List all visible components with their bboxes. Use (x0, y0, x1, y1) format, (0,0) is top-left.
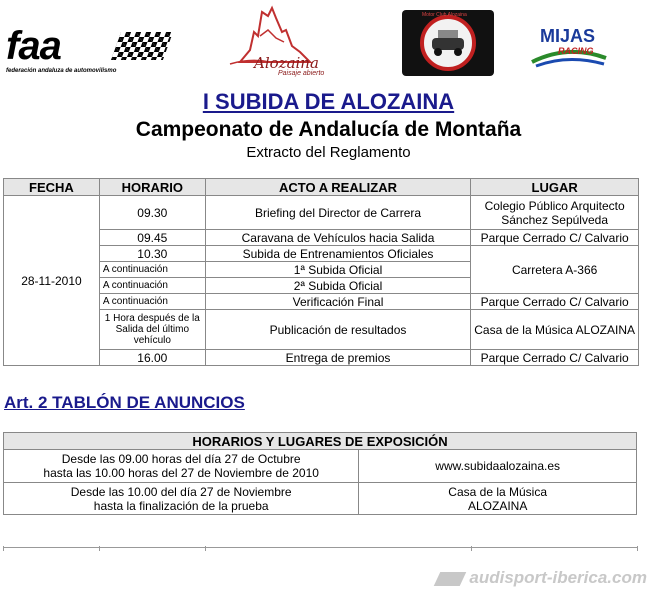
col-lugar: LUGAR (471, 179, 639, 196)
club-name: Motor Club Alozaina (422, 12, 467, 18)
time-cell: 1 Hora después de la Salida del último vehículo (99, 310, 205, 350)
place-cell: Parque Cerrado C/ Calvario (471, 294, 639, 310)
alozaina-tagline: Paisaje abierto (278, 70, 325, 77)
table-row (4, 450, 637, 483)
location-line: www.subidaalozaina.es (435, 459, 561, 473)
place-cell: Parque Cerrado C/ Calvario (471, 230, 639, 246)
col-fecha: FECHA (4, 179, 100, 196)
act-cell: 2ª Subida Oficial (205, 278, 471, 294)
period-cell (4, 483, 359, 515)
time-cell: 10.30 (99, 246, 205, 262)
faa-wordmark: faa (6, 24, 61, 68)
act-cell: Entrega de premios (205, 350, 471, 366)
table-row (4, 196, 639, 230)
table-row (4, 350, 639, 366)
location-line: Casa de la Música (448, 484, 548, 499)
article2-heading: Art. 2 TABLÓN DE ANUNCIOS (4, 393, 245, 412)
alozaina-logo (220, 2, 340, 82)
faa-logo (6, 26, 171, 76)
act-cell: Caravana de Vehículos hacia Salida (205, 230, 471, 246)
location-cell (359, 483, 637, 515)
time-cell: A continuación (99, 262, 205, 278)
logo-bar (0, 0, 657, 88)
act-cell: Subida de Entrenamientos Oficiales (205, 246, 471, 262)
title-block (0, 88, 657, 163)
col-horario: HORARIO (99, 179, 205, 196)
checkered-flag-icon (111, 32, 173, 60)
page-subtitle: Campeonato de Andalucía de Montaña (135, 118, 522, 141)
schedule-header-row (4, 179, 639, 196)
time-cell: A continuación (99, 294, 205, 310)
watermark (437, 568, 647, 588)
mijas-sub: RACING (558, 46, 594, 56)
mijas-racing-logo (528, 24, 608, 68)
time-cell: 09.45 (99, 230, 205, 246)
table-row (4, 230, 639, 246)
act-cell: Verificación Final (205, 294, 471, 310)
place-cell: Carretera A-366 (471, 246, 639, 294)
period-cell (4, 450, 359, 483)
alozaina-name: Alozaina (254, 54, 319, 72)
page-caption: Extracto del Reglamento (246, 144, 411, 161)
tick (99, 546, 100, 551)
motor-club-logo (402, 10, 494, 76)
act-cell: Briefing del Director de Carrera (205, 196, 471, 230)
time-cell: 16.00 (99, 350, 205, 366)
period-line: Desde las 10.00 del día 27 de Noviembre (70, 484, 292, 499)
period-line: Desde las 09.00 horas del día 27 de Octubre (61, 452, 301, 466)
faa-subtitle: federación andaluza de automovilismo (6, 68, 117, 74)
mijas-name: MIJAS (540, 26, 596, 46)
place-cell: Colegio Público Arquitecto Sánchez Sepúlveda (471, 196, 639, 230)
place-cell: Casa de la Música ALOZAINA (471, 310, 639, 350)
table-row (4, 310, 639, 350)
place-cell: Parque Cerrado C/ Calvario (471, 350, 639, 366)
tick (205, 546, 206, 551)
watermark-logo-icon (434, 572, 467, 586)
page-title: I SUBIDA DE ALOZAINA (202, 89, 455, 114)
period-line: hasta las 10.00 horas del 27 de Noviembre de 2010 (43, 466, 319, 480)
notice-header-row (4, 433, 637, 450)
tick (637, 546, 638, 551)
time-cell: 09.30 (99, 196, 205, 230)
club-emblem-icon (402, 10, 494, 76)
table-row (4, 294, 639, 310)
watermark-text: audisport-iberica.com (469, 568, 647, 587)
date-cell: 28-11-2010 (4, 196, 100, 366)
act-cell: Publicación de resultados (205, 310, 471, 350)
table-row (4, 246, 639, 262)
location-cell (359, 450, 637, 483)
notice-board-table (3, 432, 637, 515)
notice-table-header: HORARIOS Y LUGARES DE EXPOSICIÓN (4, 433, 637, 450)
act-cell: 1ª Subida Oficial (205, 262, 471, 278)
time-cell: A continuación (99, 278, 205, 294)
location-line: ALOZAINA (467, 498, 528, 513)
tick (3, 546, 4, 551)
period-line: hasta la finalización de la prueba (93, 498, 269, 513)
col-acto: ACTO A REALIZAR (205, 179, 471, 196)
schedule-table (3, 178, 639, 366)
tick (471, 546, 472, 551)
table-row (4, 483, 637, 515)
